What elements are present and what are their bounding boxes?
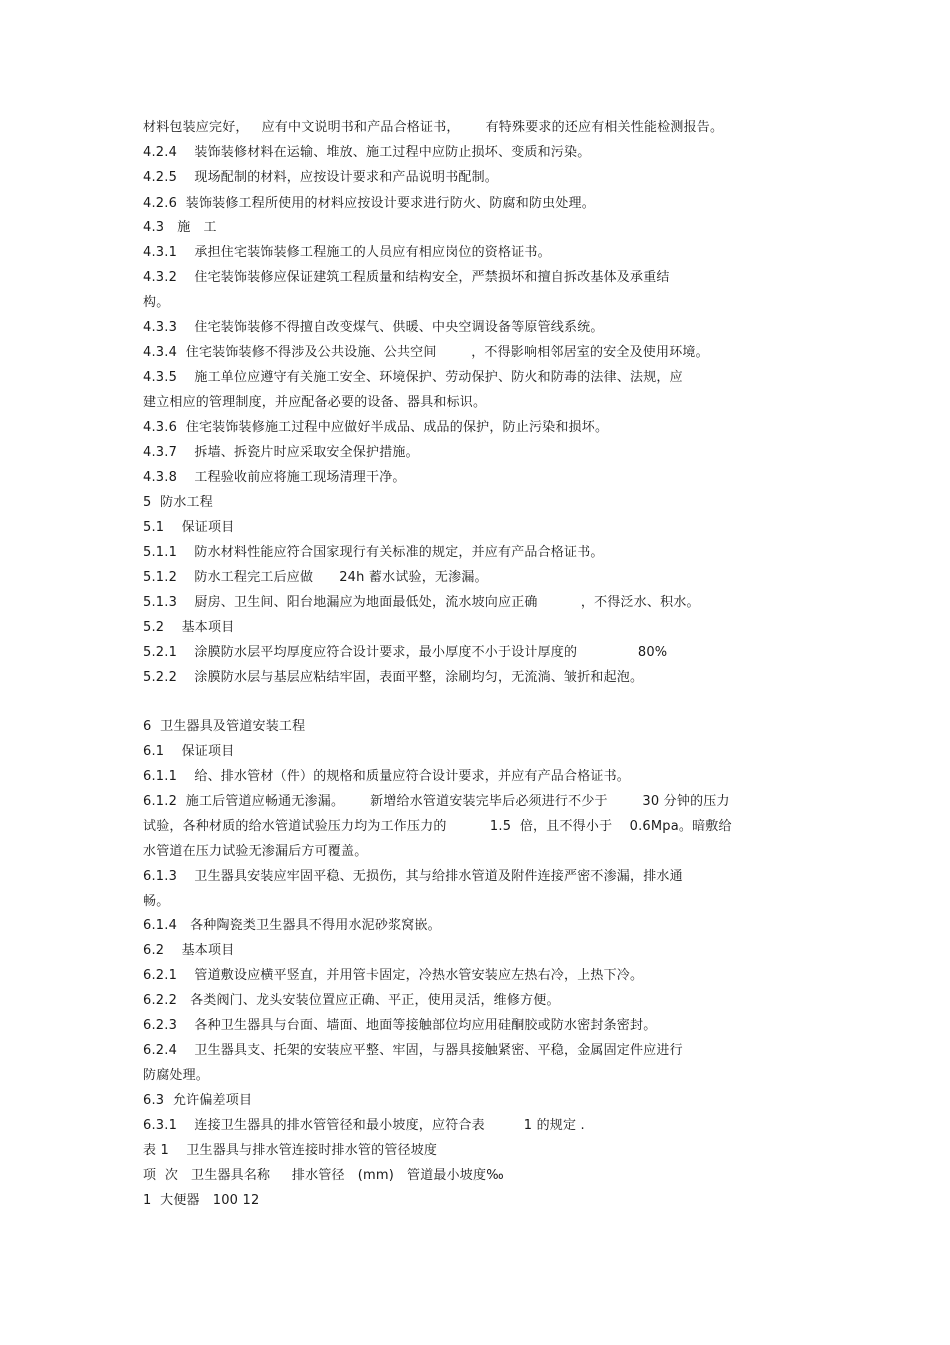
- section-heading: 5.2 基本项目: [143, 620, 235, 635]
- text-line: 6.2.3 各种卫生器具与台面、墙面、地面等接触部位均应用硅酮胶或防水密封条密封。: [143, 1018, 657, 1033]
- text-line: 6.2.1 管道敷设应横平竖直，并用管卡固定，冷热水管安装应左热右冷，上热下冷。: [143, 968, 644, 983]
- text-line: 5.1.1 防水材料性能应符合国家现行有关标准的规定，并应有产品合格证书。: [143, 545, 604, 560]
- text-line: 6.2.4 卫生器具支、托架的安装应平整、牢固，与器具接触紧密、平稳，金属固定件应进行: [143, 1043, 683, 1058]
- table-caption: 表 1 卫生器具与排水管连接时排水管的管径坡度: [143, 1143, 438, 1158]
- section-heading: 5.1 保证项目: [143, 520, 235, 535]
- text-line: 4.3.5 施工单位应遵守有关施工安全、环境保护、劳动保护、防火和防毒的法律、法规，应: [143, 370, 683, 385]
- text-line: 5.1.2 防水工程完工后应做 24h 蓄水试验，无渗漏。: [143, 570, 488, 585]
- text-line: 材料包装应完好， 应有中文说明书和产品合格证书， 有特殊要求的还应有相关性能检测报告。: [143, 120, 724, 135]
- text-line: 水管道在压力试验无渗漏后方可覆盖。: [143, 844, 368, 859]
- section-heading: 4.3 施 工: [143, 220, 217, 235]
- text-line: 5.2.1 涂膜防水层平均厚度应符合设计要求，最小厚度不小于设计厚度的 80%: [143, 645, 668, 660]
- text-line: 4.3.3 住宅装饰装修不得擅自改变煤气、供暖、中央空调设备等原管线系统。: [143, 320, 604, 335]
- table-header-row: 项 次 卫生器具名称 排水管径 (mm) 管道最小坡度‰: [143, 1168, 504, 1183]
- text-line: 6.1.3 卫生器具安装应牢固平稳、无损伤，其与给排水管道及附件连接严密不渗漏，排水通: [143, 869, 683, 884]
- text-line: 4.3.6 住宅装饰装修施工过程中应做好半成品、成品的保护，防止污染和损坏。: [143, 420, 609, 435]
- text-line: 4.3.8 工程验收前应将施工现场清理干净。: [143, 470, 406, 485]
- text-line: 6.1.1 给、排水管材（件）的规格和质量应符合设计要求，并应有产品合格证书。: [143, 769, 631, 784]
- text-line: 构。: [143, 295, 170, 310]
- text-line: 5.2.2 涂膜防水层与基层应粘结牢固，表面平整，涂刷均匀，无流淌、皱折和起泡。: [143, 670, 644, 685]
- section-heading: 6.2 基本项目: [143, 943, 235, 958]
- table-row: 1 大便器 100 12: [143, 1193, 260, 1208]
- text-line: 4.2.4 装饰装修材料在运输、堆放、施工过程中应防止损坏、变质和污染。: [143, 145, 591, 160]
- text-line: 4.3.1 承担住宅装饰装修工程施工的人员应有相应岗位的资格证书。: [143, 245, 551, 260]
- text-line: 建立相应的管理制度，并应配备必要的设备、器具和标识。: [143, 395, 487, 410]
- text-line: 4.3.7 拆墙、拆瓷片时应采取安全保护措施。: [143, 445, 419, 460]
- text-line: 6.3.1 连接卫生器具的排水管管径和最小坡度，应符合表 1 的规定 .: [143, 1118, 585, 1133]
- text-line: 防腐处理。: [143, 1068, 210, 1083]
- text-line: 6.2.2 各类阀门、龙头安装位置应正确、平正，使用灵活，维修方便。: [143, 993, 560, 1008]
- text-line: 6.1.2 施工后管道应畅通无渗漏。 新增给水管道安装完毕后必须进行不少于 30 分钟的压力: [143, 794, 730, 809]
- text-line: 5.1.3 厨房、卫生间、阳台地漏应为地面最低处，流水坡向应正确 ，不得泛水、积水。: [143, 595, 700, 610]
- section-heading: 6.3 允许偏差项目: [143, 1093, 253, 1108]
- text-line: 4.3.2 住宅装饰装修应保证建筑工程质量和结构安全，严禁损坏和擅自拆改基体及承重结: [143, 270, 670, 285]
- text-line: 畅。: [143, 894, 170, 909]
- section-heading: 5 防水工程: [143, 495, 213, 510]
- text-line: 试验，各种材质的给水管道试验压力均为工作压力的 1.5 倍，且不得小于 0.6Mpa。暗敷给: [143, 819, 732, 834]
- text-line: 4.2.5 现场配制的材料，应按设计要求和产品说明书配制。: [143, 170, 499, 185]
- text-line: 6.1.4 各种陶瓷类卫生器具不得用水泥砂浆窝嵌。: [143, 918, 441, 933]
- text-line: 4.2.6 装饰装修工程所使用的材料应按设计要求进行防火、防腐和防虫处理。: [143, 196, 595, 211]
- text-line: 4.3.4 住宅装饰装修不得涉及公共设施、公共空间 ，不得影响相邻居室的安全及使用环境。: [143, 345, 709, 360]
- section-heading: 6.1 保证项目: [143, 744, 235, 759]
- section-heading: 6 卫生器具及管道安装工程: [143, 719, 306, 734]
